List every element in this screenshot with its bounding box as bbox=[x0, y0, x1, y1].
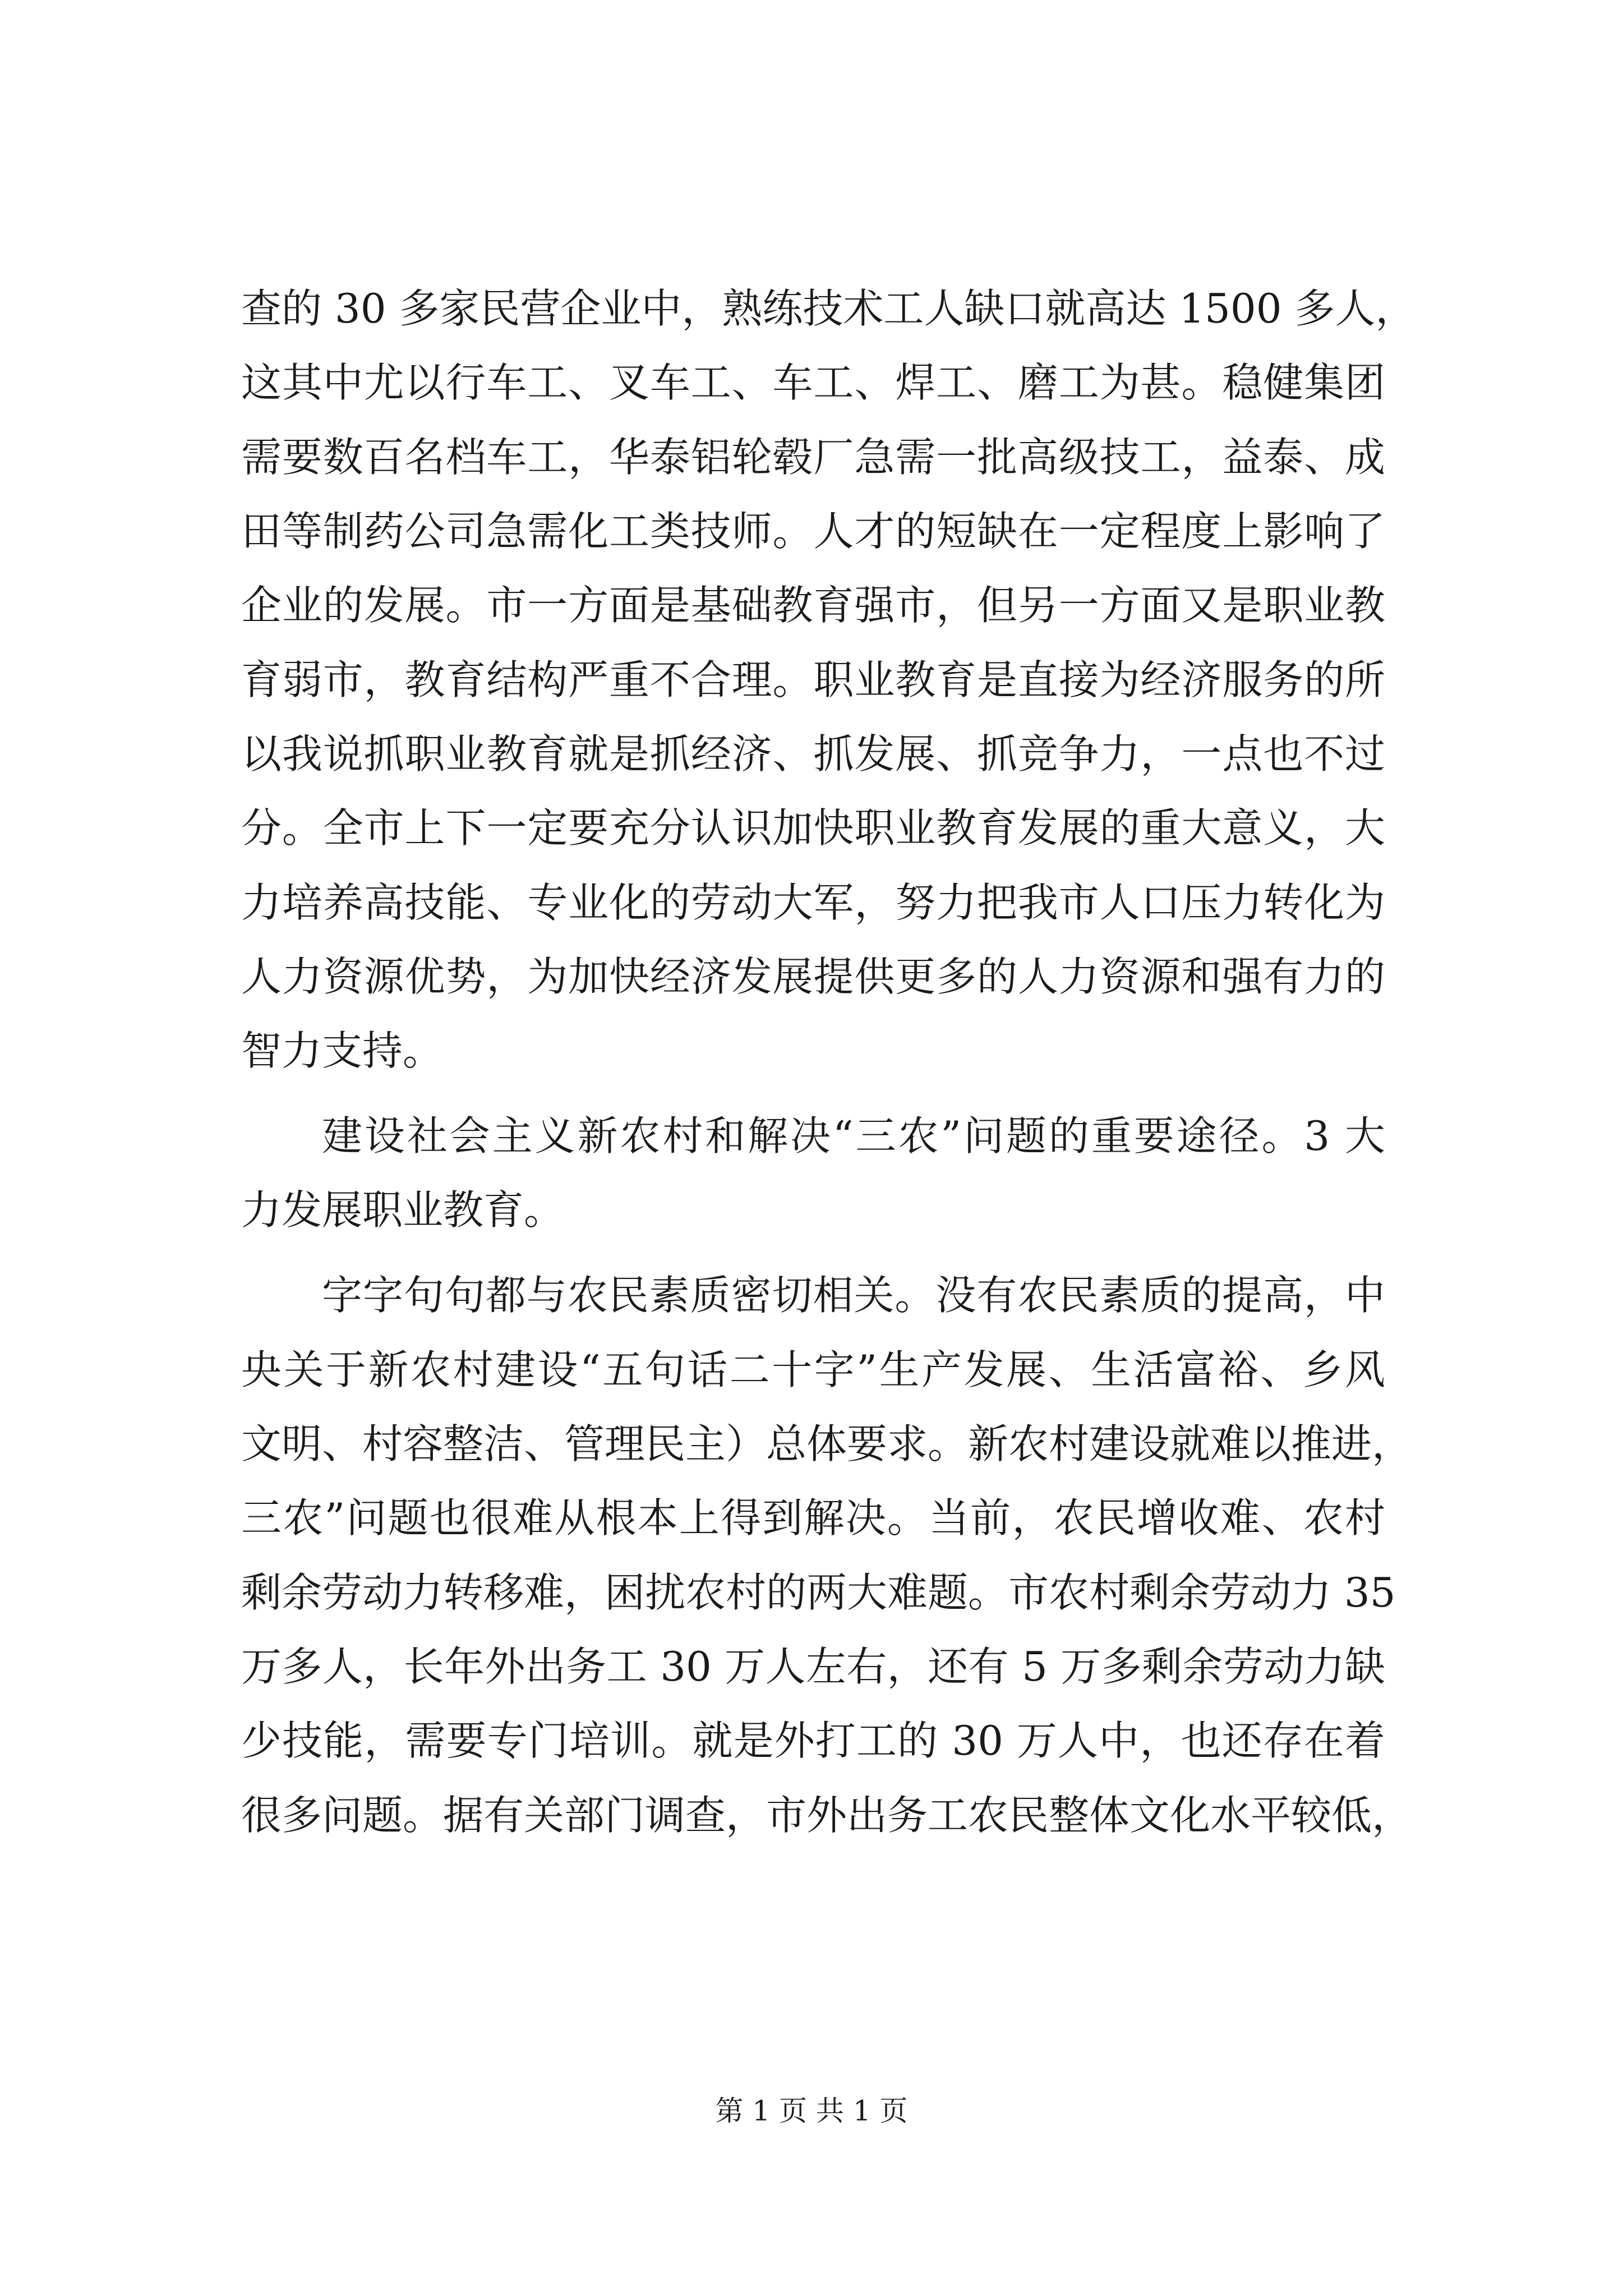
text-line: 力发展职业教育。 bbox=[241, 1186, 565, 1234]
page-number-footer: 第 1 页 共 1 页 bbox=[715, 2095, 908, 2127]
text-line: 万多人，长年外出务工 30 万人左右，还有 5 万多剩余劳动力缺 bbox=[241, 1643, 1385, 1690]
text-line: 很多问题。据有关部门调查，市外出务工农民整体文化水平较低， bbox=[241, 1792, 1413, 1839]
text-line: 字字句句都与农民素质密切相关。没有农民素质的提高，中 bbox=[322, 1272, 1385, 1319]
text-line: 查的 30 多家民营企业中，熟练技术工人缺口就高达 1500 多人， bbox=[241, 285, 1416, 332]
text-line: 少技能，需要专门培训。就是外打工的 30 万人中，也还存在着 bbox=[241, 1717, 1385, 1764]
text-line: 分。全市上下一定要充分认识加快职业教育发展的重大意义，大 bbox=[241, 804, 1385, 852]
text-line: 以我说抓职业教育就是抓经济、抓发展、抓竞争力，一点也不过 bbox=[241, 730, 1385, 777]
text-line: 文明、村容整洁、管理民主）总体要求。新农村建设就难以推进， bbox=[241, 1420, 1413, 1467]
text-line: 智力支持。 bbox=[241, 1027, 444, 1074]
text-line: 需要数百名档车工，华泰铝轮毂厂急需一批高级技工，益泰、成 bbox=[241, 434, 1385, 481]
text-line: 三农”问题也很难从根本上得到解决。当前，农民增收难、农村 bbox=[241, 1494, 1385, 1542]
text-line: 田等制药公司急需化工类技师。人才的短缺在一定程度上影响了 bbox=[241, 508, 1385, 555]
text-line: 这其中尤以行车工、叉车工、车工、焊工、磨工为甚。稳健集团 bbox=[241, 359, 1385, 406]
text-line: 剩余劳动力转移难，困扰农村的两大难题。市农村剩余劳动力 35 bbox=[241, 1569, 1396, 1616]
text-line: 人力资源优势，为加快经济发展提供更多的人力资源和强有力的 bbox=[241, 953, 1385, 1000]
text-line: 育弱市，教育结构严重不合理。职业教育是直接为经济服务的所 bbox=[241, 656, 1385, 703]
text-line: 央关于新农村建设“五句话二十字”生产发展、生活富裕、乡风 bbox=[241, 1346, 1385, 1393]
text-line: 企业的发展。市一方面是基础教育强市，但另一方面又是职业教 bbox=[241, 582, 1385, 629]
text-line: 建设社会主义新农村和解决“三农”问题的重要途径。3 大 bbox=[322, 1112, 1385, 1159]
text-line: 力培养高技能、专业化的劳动大军，努力把我市人口压力转化为 bbox=[241, 879, 1385, 926]
